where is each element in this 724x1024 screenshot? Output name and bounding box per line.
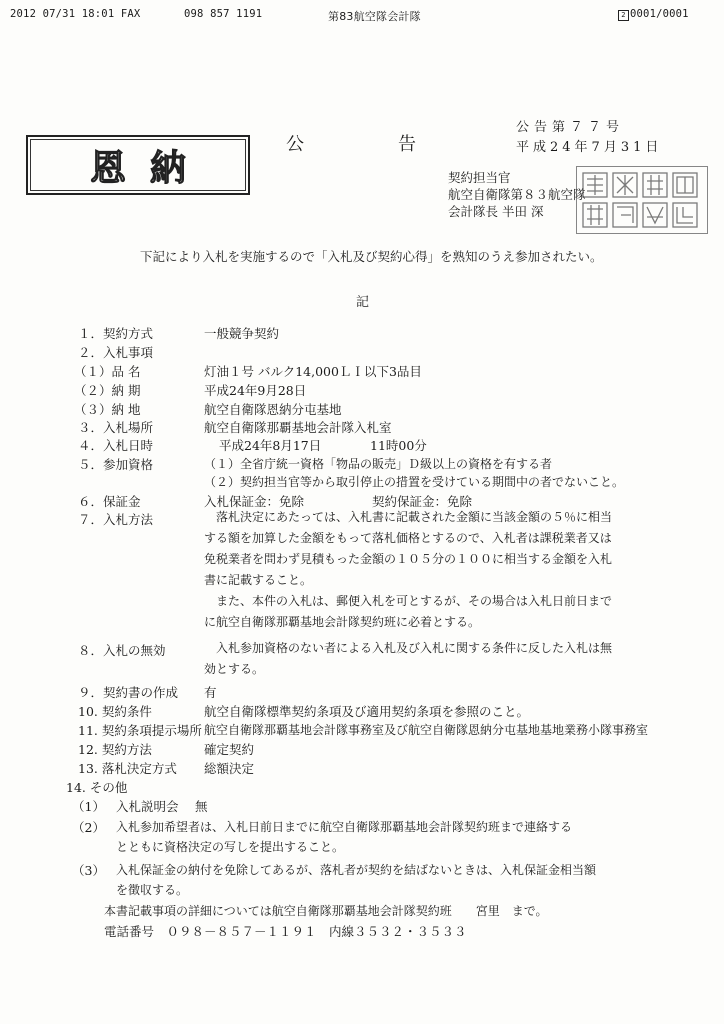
item-9-label: ９．契約書の作成 <box>78 685 179 700</box>
item-10-label: 10. 契約条件 <box>78 704 152 719</box>
item-5-line-2: （２）契約担当官等から取引停止の措置を受けている期間中の者でないこと。 <box>204 475 625 489</box>
page-title <box>286 130 416 156</box>
fax-pages: 0001/0001 <box>630 8 689 20</box>
item-14-label: 14. その他 <box>66 780 128 795</box>
ki-heading: 記 <box>356 295 370 310</box>
item-11-label: 11. 契約条項提示場所 <box>78 723 202 738</box>
item-7-line-5: また、本件の入札は、郵便入札を可とするが、その場合は入札日前日まで <box>216 594 613 608</box>
item-5-line-1: （１）全省庁統一資格「物品の販売」Ｄ級以上の資格を有する者 <box>204 457 553 471</box>
item-7-line-3: 免税業者を問わず見積もった金額の１０５分の１００に相当する金額を入札 <box>204 552 613 566</box>
item-8-label: ８．入札の無効 <box>78 643 166 658</box>
item-14a-label: （1） <box>72 799 105 814</box>
item-13-value: 総額決定 <box>204 761 255 776</box>
item-7-line-1: 落札決定にあたっては、入札書に記載された金額に当該金額の５％に相当 <box>216 510 613 524</box>
notice-date: 平成24年7月31日 <box>516 140 663 155</box>
item-7-line-6: に航空自衛隊那覇基地会計隊契約班に必着とする。 <box>204 615 481 629</box>
item-13-label: 13. 落札決定方式 <box>78 761 177 776</box>
item-6-value-2: 契約保証金：免除 <box>372 494 473 509</box>
item-8-line-1: 入札参加資格のない者による入札及び入札に関する条件に反した入札は無 <box>216 641 613 655</box>
signatory-name: 会計隊長 半田 深 <box>448 204 544 219</box>
fax-datetime: 2012 07/31 18:01 FAX <box>10 8 141 20</box>
contact-line-1: 本書記載事項の詳細については航空自衛隊那覇基地会計隊契約班 宮里 まで。 <box>104 904 548 918</box>
item-6-label: ６．保証金 <box>78 494 141 509</box>
item-11-value: 航空自衛隊那覇基地会計隊事務室及び航空自衛隊恩納分屯基地基地業務小隊事務室 <box>204 723 649 737</box>
item-14b-line-1: 入札参加希望者は、入札日前日までに航空自衛隊那覇基地会計隊契約班まで連絡する <box>116 820 573 834</box>
title-char-2: 告 <box>398 134 416 155</box>
onna-stamp-label: 恩納 <box>89 147 210 189</box>
item-8-line-2: 効とする。 <box>204 662 265 676</box>
item-3-label: ３．入札場所 <box>78 420 154 435</box>
item-2c-label: （３）納 地 <box>74 402 141 417</box>
fax-sender: 第83航空隊会計隊 <box>328 10 421 23</box>
fax-number: 098 857 1191 <box>184 8 263 20</box>
item-14c-label: （3） <box>72 863 105 878</box>
item-4-date: 平成24年8月17日 <box>219 438 322 453</box>
item-2a-label: （１）品 名 <box>74 364 141 379</box>
item-14c-line-2: を徴収する。 <box>116 883 189 897</box>
intro-text: 下記により入札を実施するので「入札及び契約心得」を熟知のうえ参加されたい。 <box>140 249 603 264</box>
onna-stamp-box <box>26 135 250 195</box>
item-12-value: 確定契約 <box>204 742 255 757</box>
item-2b-value: 平成24年9月28日 <box>204 383 307 398</box>
item-14c-line-1: 入札保証金の納付を免除してあるが、落札者が契約を結ばないときは、入札保証金相当額 <box>116 863 597 877</box>
item-7-line-2: する額を加算した金額をもって落札価格とするので、入札者は課税業者又は <box>204 531 612 545</box>
item-5-label: ５．参加資格 <box>78 457 154 472</box>
item-12-label: 12. 契約方法 <box>78 742 152 757</box>
title-char-1: 公 <box>286 134 304 155</box>
item-14b-label: （2） <box>72 820 105 835</box>
item-3-value: 航空自衛隊那覇基地会計隊入札室 <box>204 420 392 435</box>
signatory-unit: 航空自衛隊第８３航空隊 <box>448 187 586 202</box>
signatory-title: 契約担当官 <box>448 170 511 185</box>
item-7-label: ７．入札方法 <box>78 512 154 527</box>
fax-page-count <box>618 8 689 21</box>
item-1-label: １．契約方式 <box>78 326 154 341</box>
item-4-time: 11時00分 <box>370 438 427 453</box>
item-14a-text: 入札説明会 無 <box>116 799 208 814</box>
item-7-line-4: 書に記載すること。 <box>204 573 313 587</box>
notice-number: 公告第７７号 <box>516 120 625 135</box>
fax-page-icon: 2 <box>618 10 629 21</box>
item-4-label: ４．入札日時 <box>78 438 154 453</box>
item-2c-value: 航空自衛隊恩納分屯基地 <box>204 402 342 417</box>
item-2a-value: 灯油１号 バルク14,000ＬＩ以下3品目 <box>204 364 422 379</box>
item-6-value-1: 入札保証金：免除 <box>204 494 305 509</box>
item-9-value: 有 <box>204 685 217 700</box>
item-10-value: 航空自衛隊標準契約条項及び適用契約条項を参照のこと。 <box>204 704 530 719</box>
contact-phone: 電話番号 ０９８－８５７－１１９１ 内線３５３２・３５３３ <box>104 924 467 939</box>
item-2b-label: （２）納 期 <box>74 383 141 398</box>
item-1-value: 一般競争契約 <box>204 326 280 341</box>
official-seal-icon <box>576 166 708 234</box>
item-2-label: ２．入札事項 <box>78 345 154 360</box>
item-14b-line-2: とともに資格決定の写しを提出すること。 <box>116 840 345 854</box>
